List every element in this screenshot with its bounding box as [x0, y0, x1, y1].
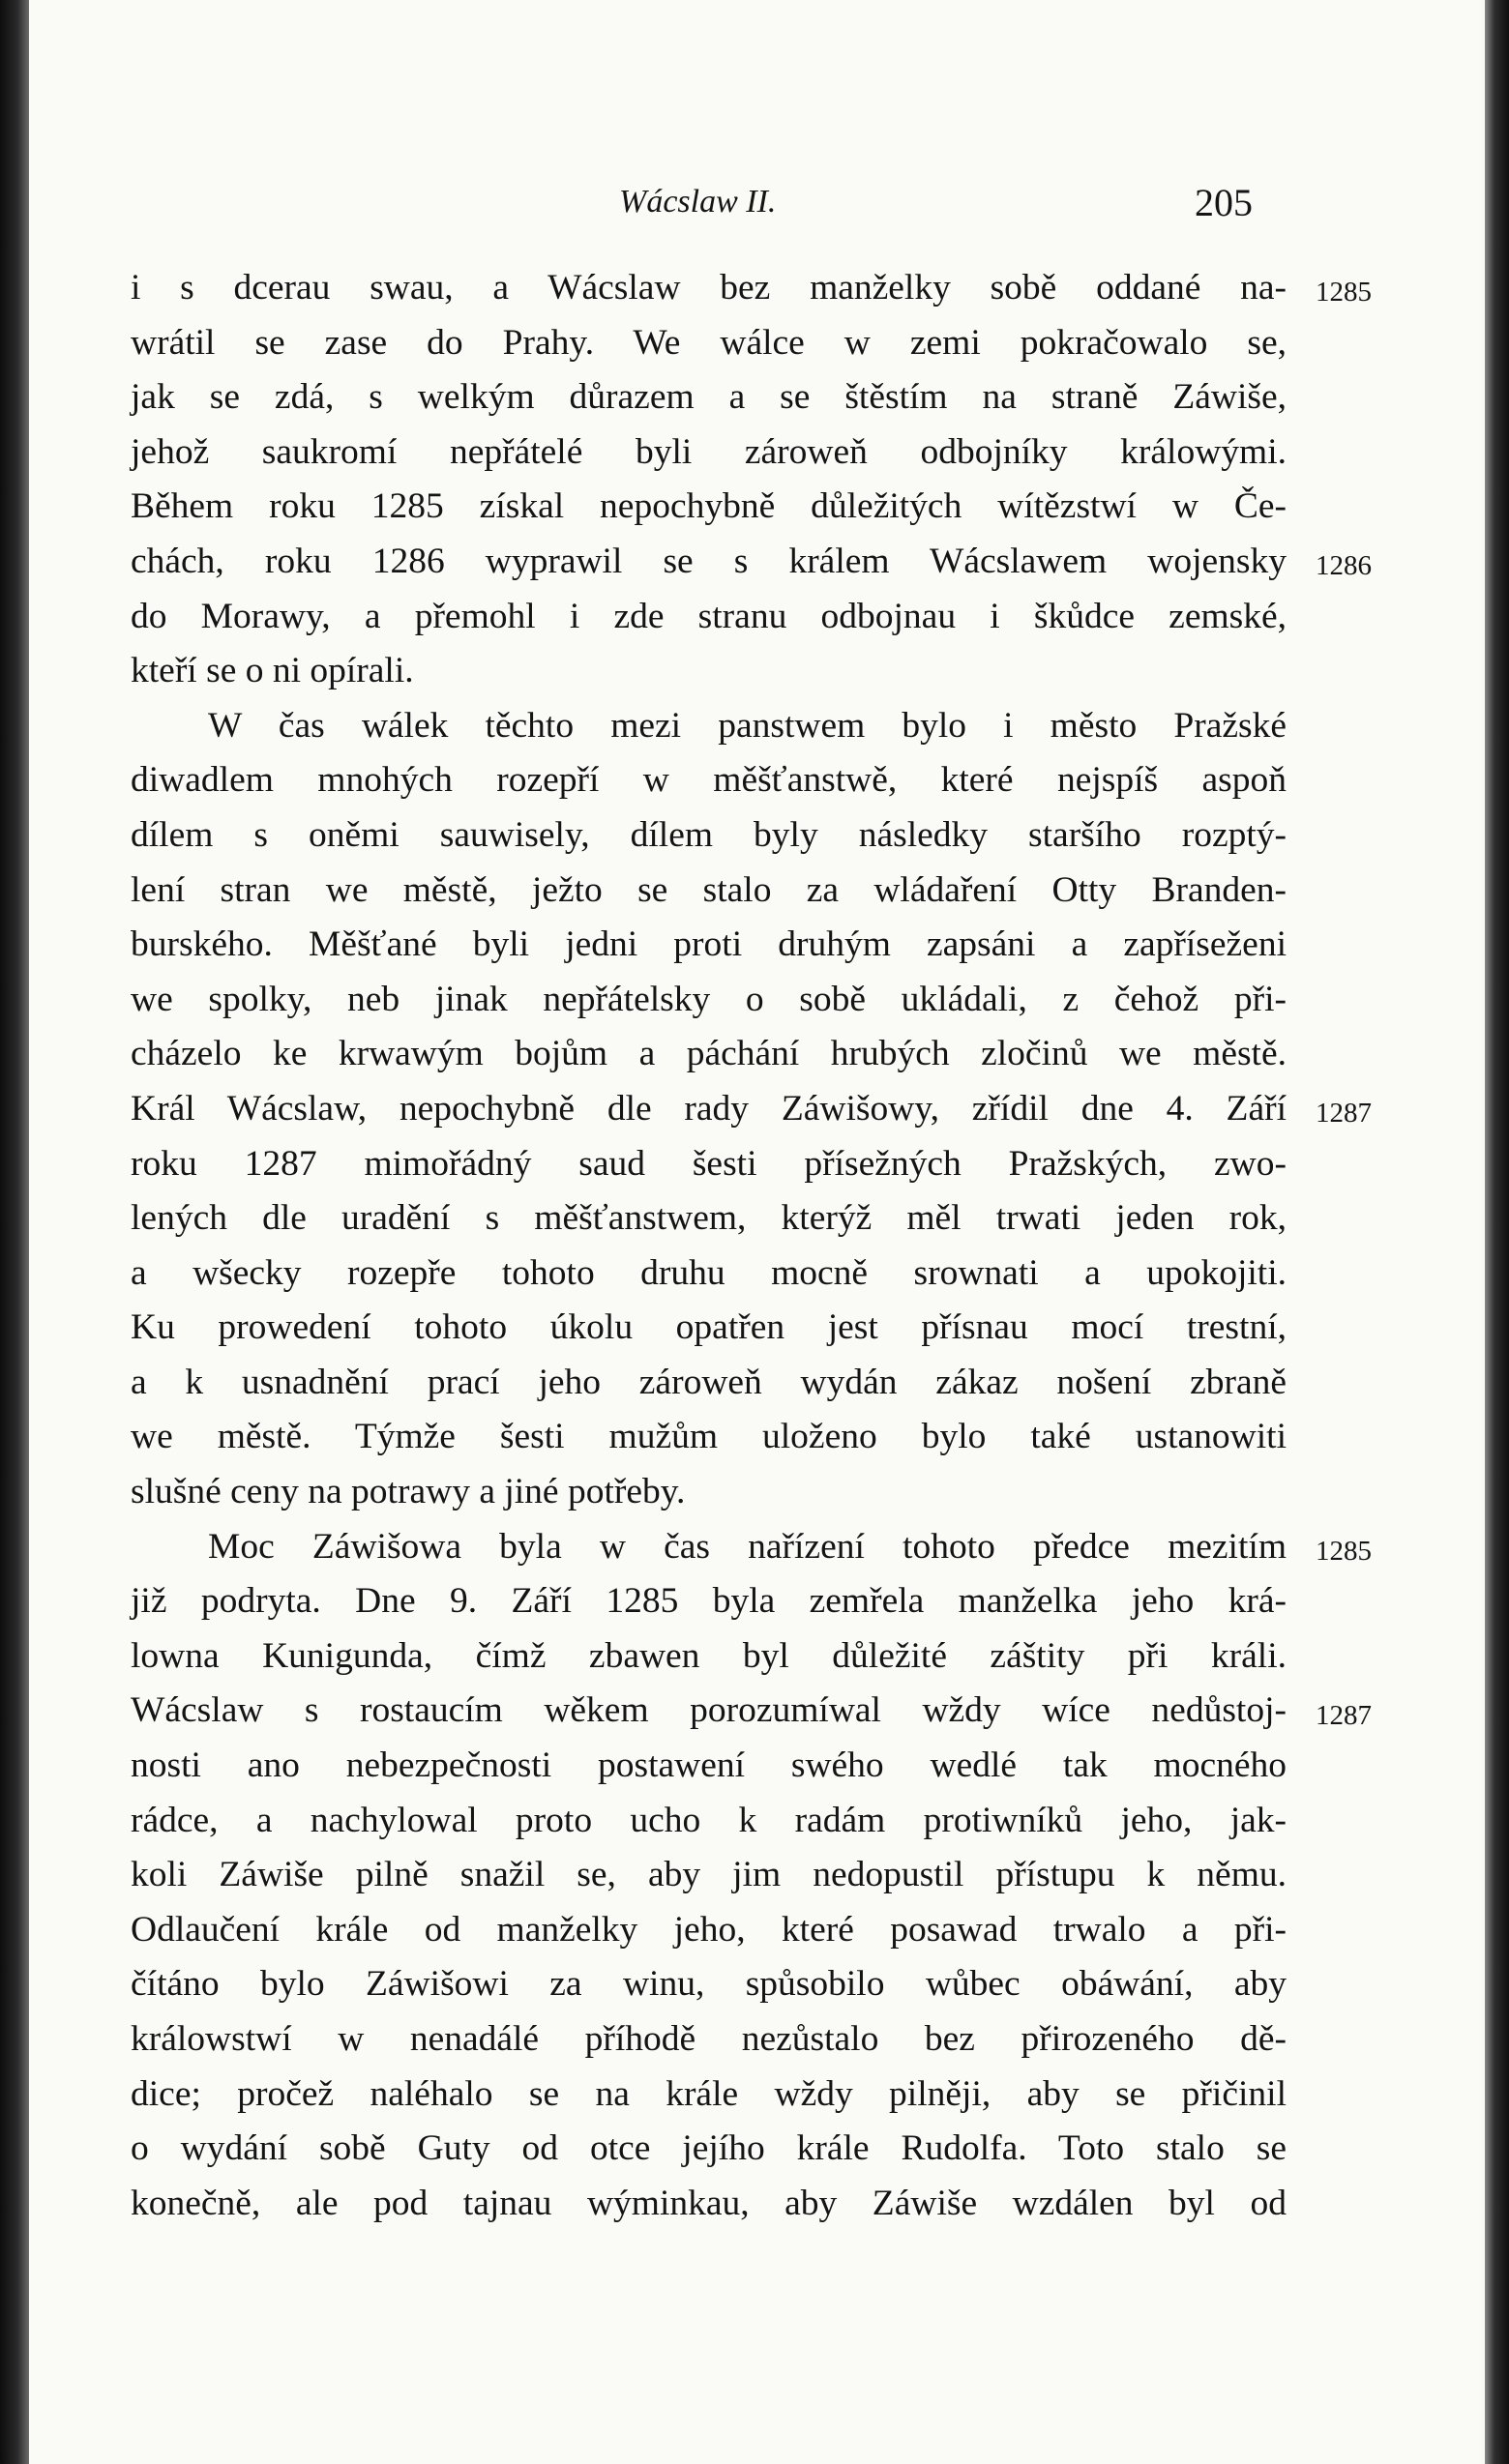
text-line: jak se zdá, s welkým důrazem a se štěstím na straně Záwiše,: [131, 377, 1287, 418]
text-line: wrátil se zase do Prahy. We wálce w zemi pokračowalo se,: [131, 322, 1287, 363]
text-line: rádce, a nachylowal proto ucho k radám protiwníků jeho, jak-: [131, 1800, 1287, 1840]
text-line: nosti ano nebezpečnosti postawení swého wedlé tak mocného: [131, 1745, 1287, 1786]
text-line: lowna Kunigunda, čímž zbawen byl důležité záštity při králi.: [131, 1635, 1287, 1676]
text-line: o wydání sobě Guty od otce jejího krále Rudolfa. Toto stalo se: [131, 2128, 1287, 2169]
text-line: králowstwí w nenadálé příhodě nezůstalo bez přirozeného dě-: [131, 2019, 1287, 2059]
margin-year-note: 1285: [1316, 1536, 1372, 1567]
text-line: dílem s oněmi sauwisely, dílem byly následky staršího rozptý-: [131, 814, 1287, 855]
scan-edge-right: [1485, 0, 1509, 2464]
text-line: burského. Měšťané byli jedni proti druhým zapsáni a zapříseženi: [131, 924, 1287, 965]
text-line: do Morawy, a přemohl i zde stranu odbojnau i škůdce zemské,: [131, 596, 1287, 636]
text-line: Během roku 1285 získal nepochybně důležitých wítězstwí w Če-: [131, 486, 1287, 527]
text-line: čítáno bylo Záwišowi za winu, spůsobilo wůbec obáwání, aby: [131, 1964, 1287, 2005]
text-line: a wšecky rozepře tohoto druhu mocně srownati a upokojiti.: [131, 1252, 1287, 1293]
text-line: koli Záwiše pilně snažil se, aby jim nedopustil přístupu k němu.: [131, 1855, 1287, 1895]
scan-edge-left: [0, 0, 29, 2464]
text-line: konečně, ale pod tajnau wýminkau, aby Záwiše wzdálen byl od: [131, 2183, 1287, 2223]
text-line: kteří se o ni opírali.: [131, 651, 414, 691]
text-line: Wácslaw s rostaucím wěkem porozumíwal wždy wíce nedůstoj-: [131, 1690, 1287, 1731]
text-line: W čas wálek těchto mezi panstwem bylo i město Pražské: [208, 705, 1287, 746]
running-title: Wácslaw II.: [619, 184, 777, 220]
text-line: již podryta. Dne 9. Září 1285 byla zemřela manželka jeho krá-: [131, 1581, 1287, 1622]
text-line: lených dle uradění s měšťanstwem, kterýž měl trwati jeden rok,: [131, 1198, 1287, 1239]
text-line: diwadlem mnohých rozepří w měšťanstwě, které nejspíš aspoň: [131, 760, 1287, 801]
margin-year-note: 1287: [1316, 1098, 1372, 1129]
margin-year-note: 1285: [1316, 277, 1372, 308]
book-page: [29, 0, 1485, 2464]
text-line: Odlaučení krále od manželky jeho, které posawad trwalo a při-: [131, 1909, 1287, 1950]
text-line: roku 1287 mimořádný saud šesti přísežných Pražských, zwo-: [131, 1143, 1287, 1184]
text-line: i s dcerau swau, a Wácslaw bez manželky sobě oddané na-: [131, 268, 1287, 308]
text-line: we městě. Týmže šesti mužům uloženo bylo také ustanowiti: [131, 1417, 1287, 1457]
text-line: we spolky, neb jinak nepřátelsky o sobě ukládali, z čehož při-: [131, 979, 1287, 1019]
body-text: [131, 261, 1287, 2231]
text-line: lení stran we městě, ježto se stalo za wládaření Otty Branden-: [131, 869, 1287, 910]
text-line: jehož saukromí nepřátelé byli zároweň odbojníky králowými.: [131, 431, 1287, 472]
page-number: 205: [1195, 181, 1253, 224]
margin-year-note: 1286: [1316, 550, 1372, 581]
text-line: Moc Záwišowa byla w čas nařízení tohoto předce mezitím: [208, 1526, 1287, 1567]
page-header: [29, 174, 1485, 232]
text-line: Ku prowedení tohoto úkolu opatřen jest přísnau mocí trestní,: [131, 1307, 1287, 1348]
text-line: Král Wácslaw, nepochybně dle rady Záwišowy, zřídil dne 4. Září: [131, 1088, 1287, 1129]
margin-year-note: 1287: [1316, 1700, 1372, 1731]
text-line: chách, roku 1286 wyprawil se s králem Wácslawem wojensky: [131, 541, 1287, 581]
text-line: cházelo ke krwawým bojům a páchání hrubých zločinů we městě.: [131, 1034, 1287, 1074]
text-line: dice; pročež naléhalo se na krále wždy pilněji, aby se přičinil: [131, 2073, 1287, 2114]
text-line: a k usnadnění prací jeho zároweň wydán zákaz nošení zbraně: [131, 1362, 1287, 1402]
text-line: slušné ceny na potrawy a jiné potřeby.: [131, 1472, 686, 1512]
